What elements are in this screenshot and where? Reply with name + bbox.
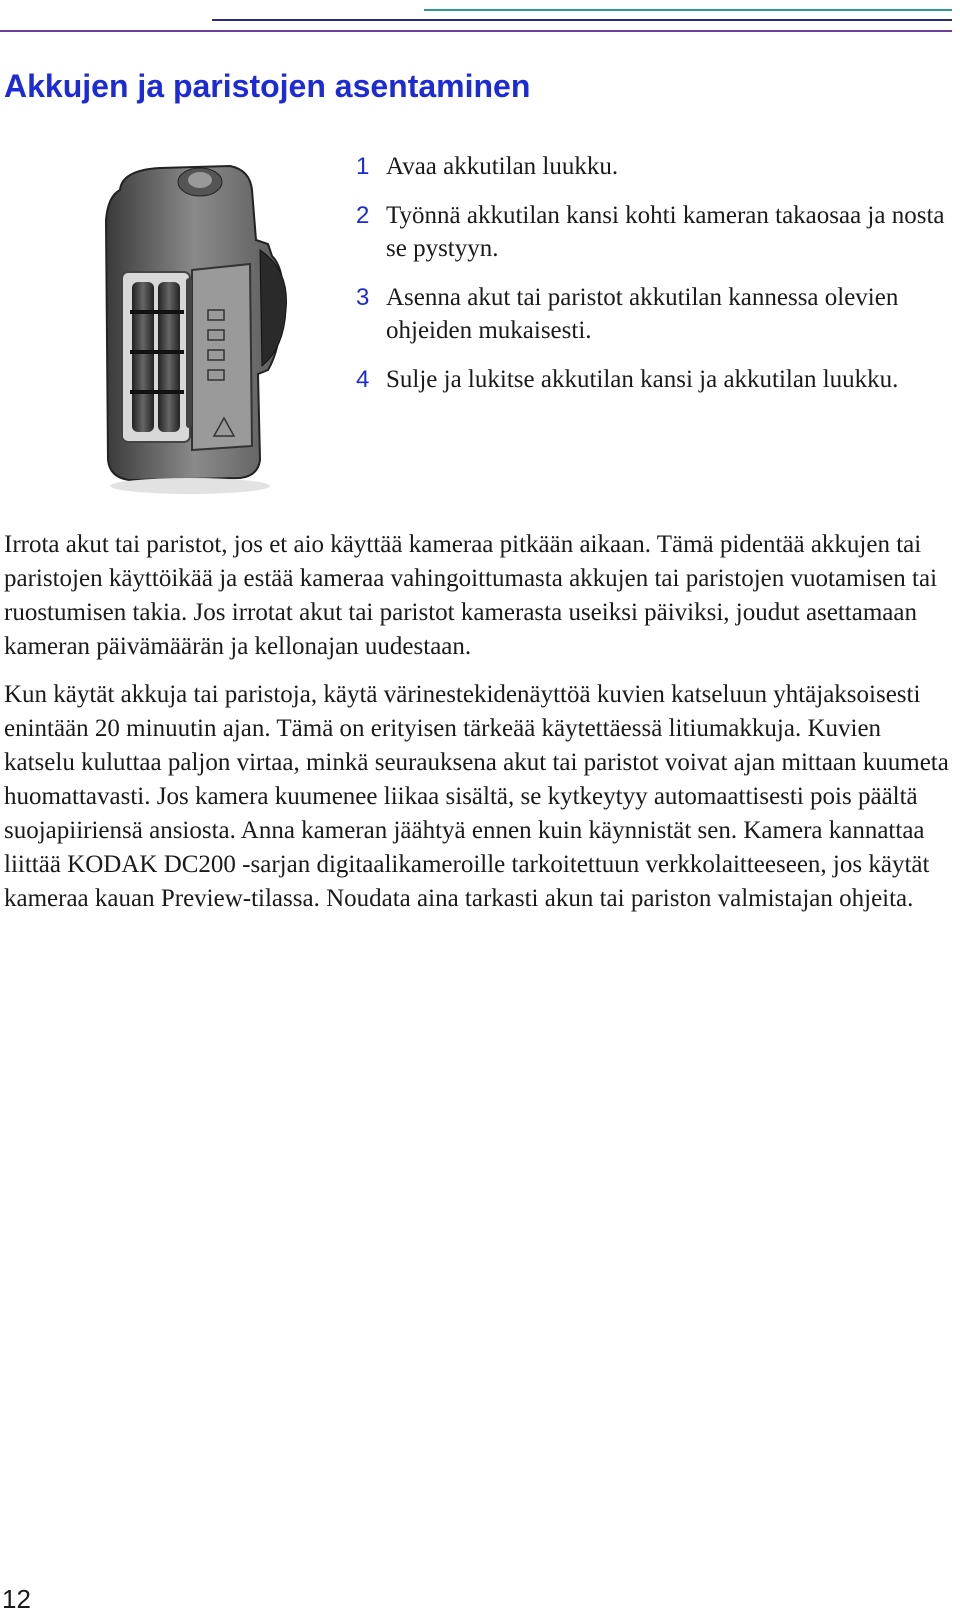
installation-steps <box>356 150 946 412</box>
body-text <box>4 528 950 930</box>
camera-battery-compartment-photo <box>100 160 300 500</box>
header-rule-navy <box>212 19 952 21</box>
step-text: Työnnä akkutilan kansi kohti kameran takaosaa ja nosta se pystyyn. <box>386 202 945 262</box>
step-text: Sulje ja lukitse akkutilan kansi ja akkutilan luukku. <box>386 366 899 393</box>
step-text: Asenna akut tai paristot akkutilan kannessa olevien ohjeiden mukaisesti. <box>386 284 899 344</box>
step-1 <box>356 150 946 183</box>
step-number: 2 <box>356 202 370 229</box>
page-heading: Akkujen ja paristojen asentaminen <box>4 68 531 104</box>
paragraph-battery-removal: Irrota akut tai paristot, jos et aio käyttää kameraa pitkään aikaan. Tämä pidentää akkujen tai paristojen käyttöikää ja estää kameraa vahingoittumasta akkujen tai paristojen vuotamisen tai ruostumisen takia. Jos irrotat akut tai paristot kamerasta useiksi päiviksi, joudut asettamaan kameran päivämäärän ja kellonajan uudestaan. <box>4 531 938 660</box>
step-number: 3 <box>356 284 370 311</box>
header-rule-teal <box>424 9 952 11</box>
step-3 <box>356 281 946 347</box>
step-number: 1 <box>356 153 370 180</box>
paragraph-lcd-usage: Kun käytät akkuja tai paristoja, käytä värinestekidenäyttöä kuvien katseluun yhtäjaksoisesti enintään 20 minuutin ajan. Tämä on erityisen tärkeää käytettäessä litiumakkuja. Kuvien katselu kuluttaa paljon virtaa, minkä seurauksena akut tai paristot voivat ajan mittaan kuumeta huomattavasti. Jos kamera kuumenee liikaa sisältä, se kytkeytyy automaattisesti pois päältä suojapiiriensä ansiosta. Anna kameran jäähtyä ennen kuin käynnistät sen. Kamera kannattaa liittää KODAK DC200 -sarjan digitaalikameroille tarkoitettuun verkkolaitteeseen, jos käytät kameraa kauan Preview-tilassa. Noudata aina tarkasti akun tai pariston valmistajan ohjeita. <box>4 681 949 912</box>
step-text: Avaa akkutilan luukku. <box>386 153 619 180</box>
step-2 <box>356 199 946 265</box>
page-number: 12 <box>2 1584 31 1614</box>
header-rule-purple <box>0 30 952 32</box>
step-number: 4 <box>356 366 370 393</box>
step-4 <box>356 363 946 396</box>
